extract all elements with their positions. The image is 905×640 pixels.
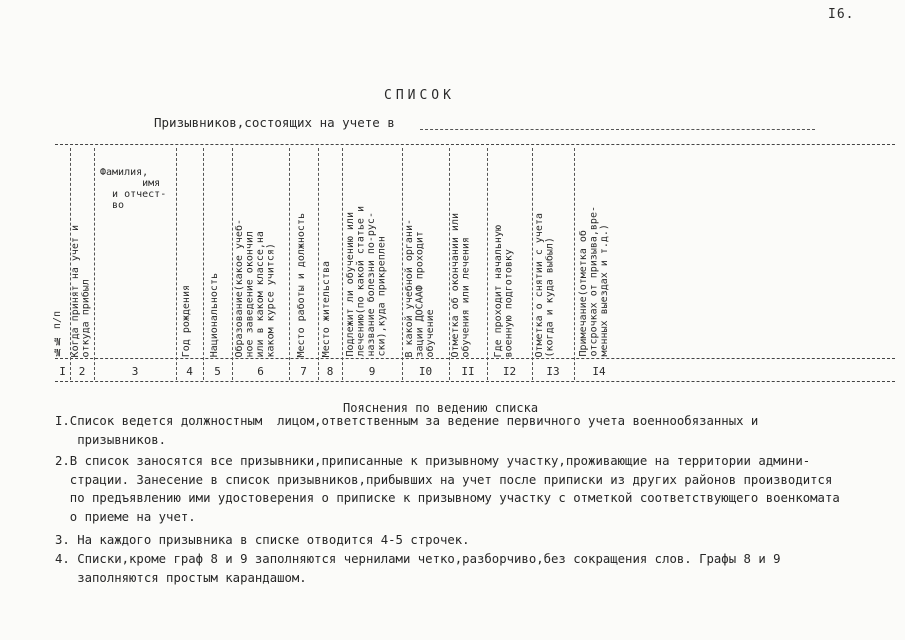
column-header-education: Образование(какое учеб- ное заведение окончил или в каком классе,на каком курсе учится) bbox=[234, 218, 277, 357]
column-number: 3 bbox=[131, 365, 139, 378]
column-divider bbox=[487, 148, 488, 380]
column-number: I2 bbox=[502, 365, 517, 378]
note-item: 4. Списки,кроме граф 8 и 9 заполняются чернилами четко,разборчиво,без сокращения слов. Графы 8 и 9 заполняются простым карандашом. bbox=[55, 552, 781, 585]
column-divider bbox=[232, 148, 233, 380]
column-header-workplace: Место работы и должность bbox=[296, 212, 307, 357]
column-header-completion-mark: Отметка об окончании или обучения или лечения bbox=[450, 212, 472, 357]
column-header-deregistration: Отметка о снятии с учета (когда и куда выбыл) bbox=[534, 212, 556, 357]
column-number: 6 bbox=[257, 365, 264, 378]
document-title: СПИСОК bbox=[384, 88, 455, 103]
column-number: I3 bbox=[546, 365, 560, 378]
note-item: I.Список ведется должностным лицом,ответственным за ведение первичного учета военнообязанных и призывников. bbox=[55, 414, 759, 447]
column-number: 2 bbox=[78, 365, 86, 378]
column-header-registered: Когда принят на учет и откуда прибыл bbox=[70, 224, 92, 357]
column-divider bbox=[289, 148, 290, 380]
page-number: I6. bbox=[828, 7, 855, 22]
column-number: 5 bbox=[214, 365, 221, 378]
column-number: 4 bbox=[186, 365, 193, 378]
column-number: I0 bbox=[418, 365, 433, 378]
column-header-treatment: Подлежит ли обучению или лечению(по какой статье и название болезни по-рус- ски),куда прикреплен bbox=[345, 206, 388, 357]
column-number: I4 bbox=[592, 365, 606, 378]
column-number: I bbox=[59, 365, 66, 378]
subtitle-fill-line bbox=[420, 129, 815, 130]
table-top-border bbox=[55, 144, 895, 145]
column-number: II bbox=[461, 365, 475, 378]
column-header-full-name: Фамилия, имя и отчест- во bbox=[100, 167, 167, 211]
column-number: 7 bbox=[300, 365, 307, 378]
column-divider bbox=[342, 148, 343, 380]
note-item: 3. На каждого призывника в списке отводится 4-5 строчек. bbox=[55, 533, 470, 547]
column-divider bbox=[203, 148, 204, 380]
column-divider bbox=[94, 148, 95, 380]
column-header-residence: Место жительства bbox=[321, 260, 332, 357]
column-header-number: №№ п/п bbox=[52, 310, 63, 357]
column-header-military-training: Где проходит начальную военную подготовку bbox=[493, 224, 515, 357]
column-header-birth-year: Год рождения bbox=[181, 284, 192, 357]
notes-title: Пояснения по ведению списка bbox=[343, 401, 539, 415]
document-subtitle: Призывников,состоящих на учете в bbox=[154, 115, 395, 130]
column-number: 8 bbox=[326, 365, 334, 378]
column-divider bbox=[574, 148, 575, 380]
column-divider bbox=[176, 148, 177, 380]
note-item: 2.В список заносятся все призывники,приписанные к призывному участку,проживающие на территории админи- страции. Занесение в список призывников,прибывших на учет после приписки из других районов производится по предъявлению ими удостоверения о приписке к призывному участку с отметкой соответствующего военкомата о приеме на учет. bbox=[55, 454, 840, 524]
table-bottom-border bbox=[55, 381, 895, 382]
column-header-dosaaf: В какой учебной органи- зации ДОСААФ проходит обучение bbox=[404, 218, 436, 357]
column-header-nationality: Национальность bbox=[209, 272, 220, 357]
table-header-separator bbox=[55, 358, 895, 359]
column-number: 9 bbox=[368, 365, 376, 378]
column-divider bbox=[318, 148, 319, 380]
column-divider bbox=[532, 148, 533, 380]
column-header-remarks: Примечание(отметка об отсрочках от призыва,вре- менных выездах и т.д.) bbox=[578, 206, 610, 357]
